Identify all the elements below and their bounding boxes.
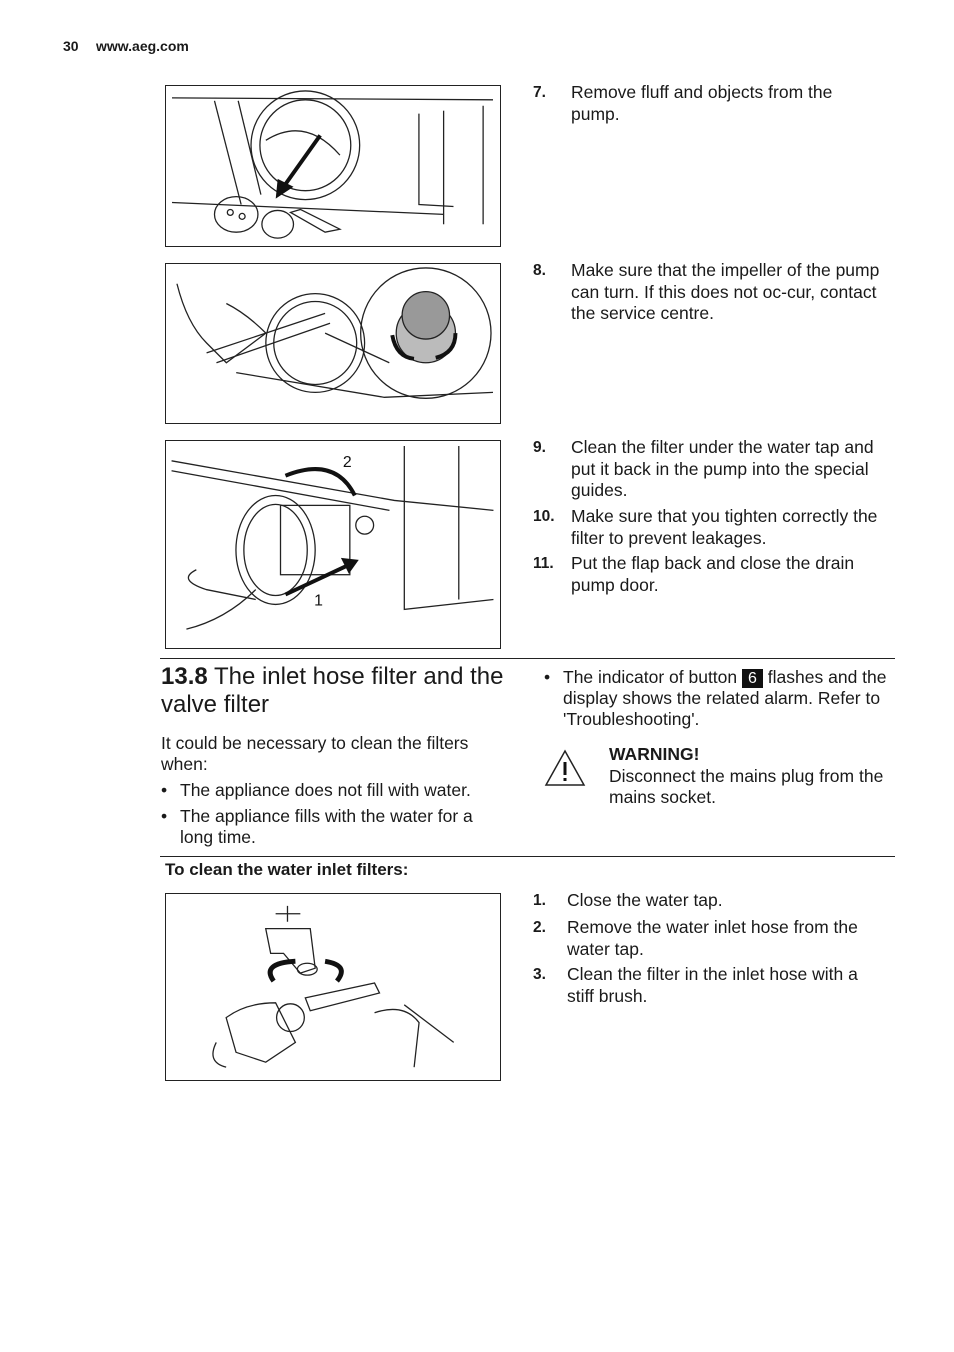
- impeller-illustration: [166, 264, 500, 423]
- header-url: www.aeg.com: [96, 38, 189, 54]
- arrow-icon: [276, 135, 320, 198]
- section-heading: [161, 663, 521, 719]
- warning-text: Disconnect the mains plug from the mains socket.: [609, 765, 884, 807]
- pump-objects-illustration: [166, 86, 500, 246]
- figure-impeller: [165, 263, 501, 424]
- bullet-icon: •: [544, 667, 551, 687]
- filter-reinsert-illustration: [166, 441, 500, 648]
- callout-2: 2: [342, 453, 352, 471]
- button-6-key: 6: [742, 669, 763, 688]
- section-divider: [160, 658, 895, 659]
- bullet-icon: •: [161, 806, 168, 826]
- warning-block: [609, 744, 894, 809]
- section-intro: It could be necessary to clean the filters when:: [161, 733, 469, 774]
- warning-title: WARNING!: [609, 744, 700, 764]
- warning-icon: [544, 748, 586, 788]
- push-arrow-icon: [285, 558, 358, 595]
- figure-remove-objects: [165, 85, 501, 247]
- bullet-icon: •: [161, 780, 168, 800]
- callout-1: 1: [314, 592, 323, 610]
- section-number: 13.8: [161, 663, 208, 690]
- brush-clean-illustration: [166, 894, 500, 1080]
- subsection-divider: [160, 856, 895, 857]
- figure-filter-reinsert: [165, 440, 501, 649]
- subsection-title: To clean the water inlet filters:: [165, 860, 409, 879]
- figure-brush-clean: [165, 893, 501, 1081]
- page-number: 30: [63, 38, 79, 54]
- section-title: The inlet hose filter and the valve filter: [161, 663, 504, 718]
